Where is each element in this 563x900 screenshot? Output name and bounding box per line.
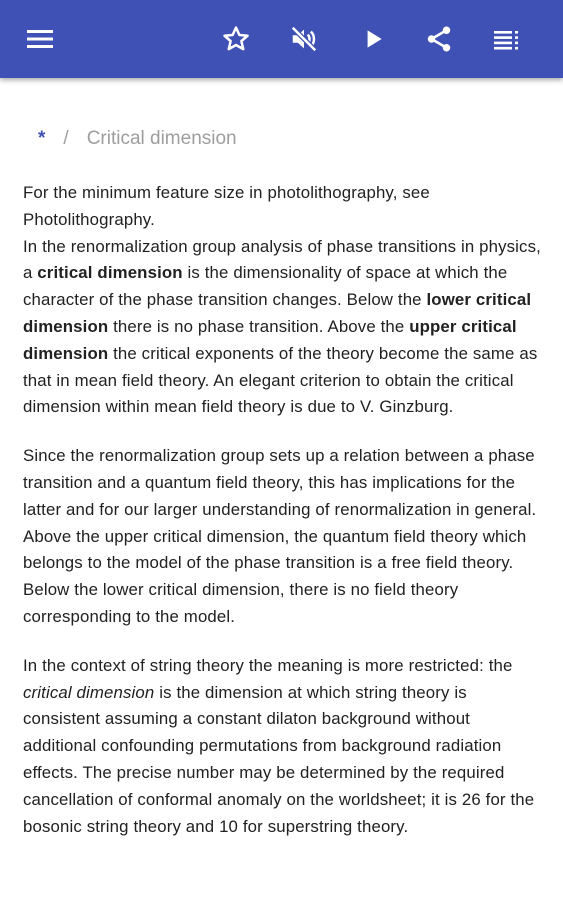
paragraph-text: In the context of string theory the meaning is more restricted: the <box>23 655 513 675</box>
breadcrumb-home-link[interactable]: * <box>38 128 46 149</box>
article-paragraph-2: Since the renormalization group sets up a relation between a phase transition and a quantum field theory, this has implications for the latter and for our larger understanding of renormalization in general. Above the upper critical dimension, the quantum field theory which belongs to the model of the phase transition is a free field theory. Below the lower critical dimension, there is no field theory corresponding to the model. <box>23 446 537 626</box>
app-bar <box>0 0 563 78</box>
paragraph-text: the critical exponents of the theory become the same as that in mean field theory. An elegant criterion to obtain the critical dimension within mean field theory is due to V. Ginzburg. <box>23 343 538 417</box>
italic-term-critical-dimension: critical dimension <box>23 682 155 702</box>
toc-icon[interactable] <box>490 22 524 56</box>
volume-off-icon[interactable] <box>287 22 321 56</box>
bold-term-upper-critical-dimension: upper critical dimension <box>23 316 517 363</box>
disambiguation-note: For the minimum feature size in photolithography, see Photolithography. <box>23 183 430 229</box>
article-body <box>23 180 543 862</box>
share-icon[interactable] <box>422 22 456 56</box>
breadcrumb-separator: / <box>63 128 69 149</box>
paragraph-text: is the dimensionality of space at which the character of the phase transition changes. Below the <box>23 263 508 310</box>
paragraph-text: In the renormalization group analysis of phase transitions in physics, a <box>23 236 541 283</box>
article-paragraph-3 <box>23 653 543 841</box>
breadcrumb-current: Critical dimension <box>86 128 237 149</box>
paragraph-text: is the dimension at which string theory is consistent assuming a constant dilaton background without additional confounding permutations from background radiation effects. The precise number may be determined by the required cancellation of conformal anomaly on the worldsheet; it is 26 for the bosonic string theory and 10 for superstring theory. <box>23 682 535 836</box>
menu-icon[interactable] <box>23 22 57 56</box>
play-icon[interactable] <box>356 22 390 56</box>
paragraph-text: there is no phase transition. Above the <box>108 316 410 336</box>
star-icon[interactable] <box>219 22 253 56</box>
breadcrumb <box>38 128 237 150</box>
article-paragraph-1 <box>23 180 543 421</box>
bold-term-lower-critical-dimension: lower critical dimension <box>23 290 532 336</box>
bold-term-critical-dimension: critical dimension <box>37 263 183 283</box>
